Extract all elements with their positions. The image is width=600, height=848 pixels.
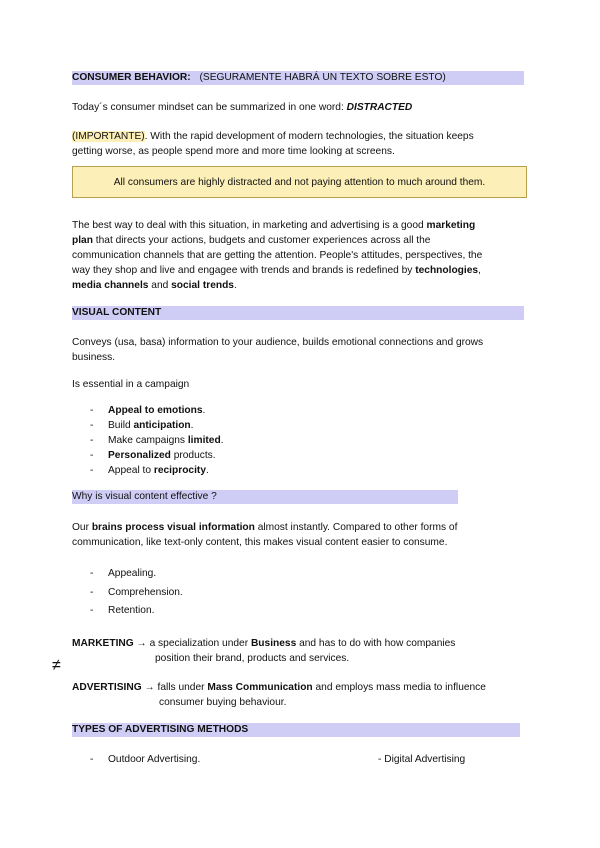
why-heading-text: Why is visual content effective ? — [72, 491, 217, 502]
list-pre: Make campaigns — [108, 435, 188, 446]
marketing-l1-bold: Business — [250, 638, 297, 649]
marketing-definition — [72, 636, 542, 666]
best-way-paragraph — [72, 218, 542, 293]
list-item — [90, 433, 224, 448]
list-dash: - — [90, 450, 94, 461]
essential-text: Is essential in a campaign — [72, 379, 190, 390]
types-left-item — [90, 752, 200, 767]
list-item — [90, 403, 224, 418]
visual-content-desc — [72, 335, 542, 365]
why-l1-post: almost instantly. Compared to other forms of — [257, 522, 458, 533]
best-way-l1: The best way to deal with this situation, in marketing and advertising is a good — [72, 220, 424, 231]
list-pre: Appeal to — [108, 465, 154, 476]
list-item — [90, 565, 183, 584]
best-way-l2-bold: plan — [72, 235, 93, 246]
important-paragraph — [72, 129, 542, 159]
why-l1-bold: brains process visual information — [91, 522, 255, 533]
why-paragraph — [72, 520, 542, 550]
not-equal-icon: ≠ — [52, 657, 61, 674]
advertising-l1-post: and employs mass media to influence — [315, 682, 486, 693]
why-l2: communication, like text-only content, this makes visual content easier to consume. — [72, 537, 448, 548]
list-pre: Build — [108, 420, 134, 431]
advertising-l1-pre: falls under — [157, 682, 205, 693]
list-item — [90, 418, 224, 433]
marketing-l2: position their brand, products and services. — [155, 653, 350, 664]
heading-why-visual — [72, 490, 458, 504]
list-post: . — [190, 420, 194, 431]
mindset-text: Today´s consumer mindset can be summarized in one word: — [72, 102, 344, 113]
heading-visual-content — [72, 306, 524, 320]
list-bold: reciprocity — [153, 465, 206, 476]
heading-types-advertising — [72, 723, 520, 737]
list-dash: - — [90, 754, 94, 765]
list-dash: - — [90, 420, 94, 431]
marketing-l1-pre: a specialization under — [149, 638, 249, 649]
types-heading-text: TYPES OF ADVERTISING METHODS — [72, 724, 249, 735]
list-text: Outdoor Advertising. — [108, 754, 201, 765]
list-post: . — [202, 405, 206, 416]
list-bold: Personalized — [108, 450, 171, 461]
list-post: . — [220, 435, 224, 446]
mindset-keyword: DISTRACTED — [346, 102, 413, 113]
best-way-l5-bold2: social trends — [171, 280, 234, 291]
heading-consumer-behavior — [72, 71, 524, 85]
important-line2: getting worse, as people spend more and more time looking at screens. — [72, 146, 395, 157]
list-dash: - — [90, 568, 94, 579]
best-way-l4-end: , — [478, 265, 481, 276]
heading-note: (SEGURAMENTE HABRÁ UN TEXTO SOBRE ESTO) — [199, 72, 446, 83]
list-item — [90, 448, 224, 463]
best-way-l5-end: . — [233, 280, 237, 291]
list-post: products. — [170, 450, 216, 461]
arrow-icon: → — [144, 682, 155, 693]
list-item — [90, 602, 183, 621]
best-way-l4: way they shop and live and engagee with trends and brands is redefined by — [72, 265, 413, 276]
list-dash: - — [90, 405, 94, 416]
arrow-icon: → — [136, 638, 147, 649]
visual-content-list — [90, 403, 224, 478]
marketing-label: MARKETING — [72, 638, 134, 649]
list-text: Retention. — [108, 605, 155, 616]
list-item — [90, 584, 183, 603]
advertising-l1-bold: Mass Communication — [207, 682, 313, 693]
important-tag: (IMPORTANTE) — [72, 131, 145, 142]
list-dash: - — [90, 465, 94, 476]
mindset-paragraph — [72, 100, 532, 115]
list-dash: - — [90, 586, 94, 598]
advertising-l2: consumer buying behaviour. — [159, 697, 287, 708]
list-post: . — [205, 465, 209, 476]
best-way-l5-and: and — [151, 280, 169, 291]
why-list — [90, 565, 183, 621]
types-right-item — [378, 752, 465, 767]
best-way-l1-bold: marketing — [426, 220, 476, 231]
best-way-l2: that directs your actions, budgets and customer experiences across all the — [95, 235, 431, 246]
list-text: Comprehension. — [108, 586, 183, 598]
best-way-l5-bold1: media channels — [72, 280, 149, 291]
marketing-l1-post: and has to do with how companies — [299, 638, 456, 649]
list-bold: Appeal to emotions — [108, 405, 203, 416]
list-bold: anticipation — [133, 420, 191, 431]
list-bold: limited — [187, 435, 221, 446]
list-dash: - — [90, 435, 94, 446]
important-line1: . With the rapid development of modern technologies, the situation keeps — [144, 131, 474, 142]
best-way-l3: communication channels that are getting the attention. People's attitudes, perspectives, the — [72, 250, 483, 261]
callout-text: All consumers are highly distracted and not paying attention to much around them. — [113, 176, 486, 188]
list-dash: - — [378, 754, 382, 765]
visual-content-heading-text: VISUAL CONTENT — [72, 307, 162, 318]
callout-box — [72, 166, 527, 198]
visual-content-desc1: Conveys (usa, basa) information to your audience, builds emotional connections and grows — [72, 337, 484, 348]
advertising-label: ADVERTISING — [72, 682, 142, 693]
list-text: Appealing. — [108, 568, 157, 579]
advertising-definition — [72, 680, 542, 710]
list-text: Digital Advertising — [384, 754, 466, 765]
list-item — [90, 463, 224, 478]
heading-label: CONSUMER BEHAVIOR: — [72, 72, 191, 83]
why-l1-pre: Our — [72, 522, 89, 533]
visual-content-desc2: business. — [72, 352, 116, 363]
list-dash: - — [90, 605, 94, 616]
best-way-l4-bold: technologies — [415, 265, 479, 276]
